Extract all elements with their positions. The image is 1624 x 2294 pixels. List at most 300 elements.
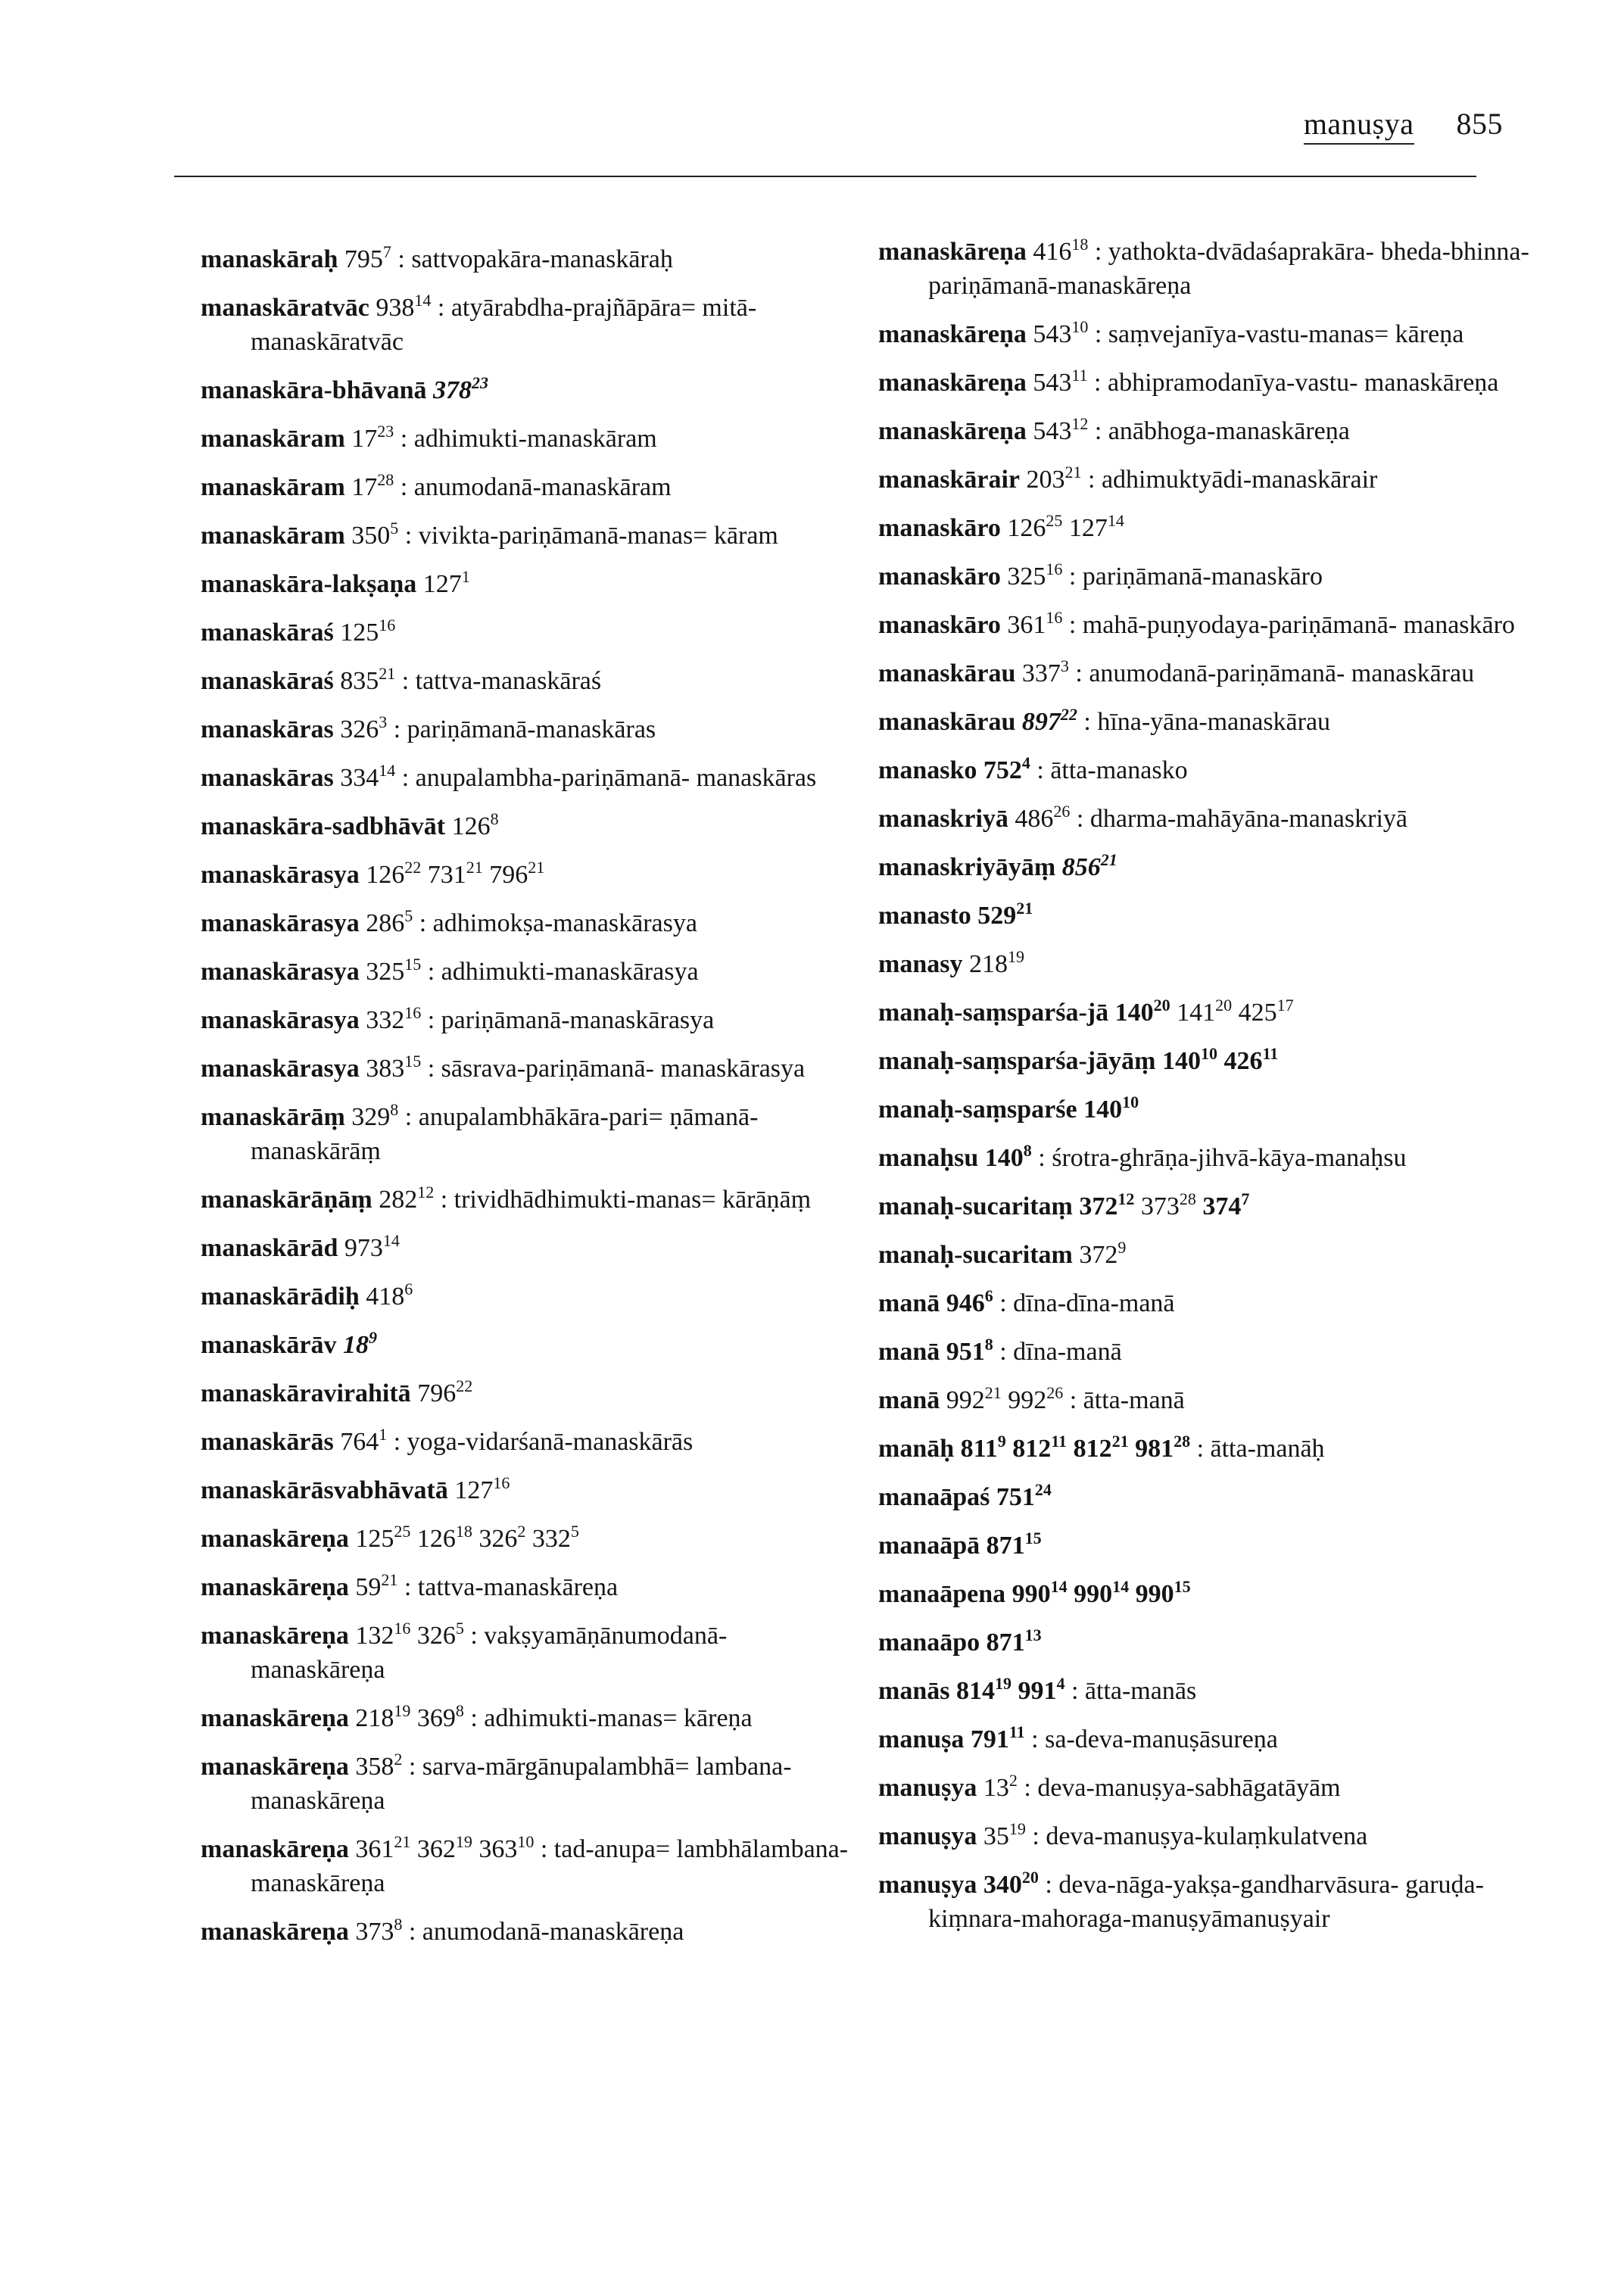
reference-line: 25 [394, 1522, 411, 1541]
page-reference [986, 1529, 1042, 1560]
reference-page: 18 [342, 1331, 369, 1359]
index-entry [201, 373, 867, 407]
headword: manaskārāṇāṃ [201, 1186, 372, 1214]
reference-line: 4 [1056, 1674, 1065, 1693]
index-entry [878, 1238, 1545, 1272]
reference-page: 731 [427, 861, 466, 889]
page-reference [1238, 996, 1294, 1027]
reference-line: 18 [455, 1522, 472, 1541]
headword: manuṣa [878, 1725, 965, 1753]
index-entry [201, 955, 867, 989]
page-reference [1015, 802, 1071, 833]
reference-page: 369 [416, 1704, 456, 1732]
reference-page: 363 [478, 1835, 518, 1863]
headword: manaḥ-saṃsparśe [878, 1096, 1077, 1124]
reference-line: 28 [377, 470, 394, 489]
reference-line: 8 [1023, 1141, 1032, 1160]
page-reference [1007, 559, 1063, 591]
reference-line: 22 [456, 1376, 473, 1395]
reference-line: 12 [417, 1183, 435, 1202]
headword: manaskāreṇa [201, 1918, 349, 1946]
headword: manaskāreṇa [878, 238, 1027, 266]
reference-line: 2 [517, 1522, 526, 1541]
headword: manaskāreṇa [878, 369, 1027, 397]
index-entry [878, 996, 1545, 1030]
reference-page: 334 [340, 764, 379, 792]
compound-gloss: : deva-manuṣya-kulaṃkulatvena [1032, 1822, 1368, 1850]
compound-gloss: : mahā-puṇyodaya-pariṇāmanā- manaskāro [1068, 611, 1515, 639]
reference-line: 11 [1051, 1432, 1068, 1451]
reference-page: 796 [417, 1379, 457, 1407]
compound-gloss: : abhipramodanīya-vastu- manaskāreṇa [1094, 369, 1499, 397]
compound-gloss: : dīna-manā [999, 1338, 1122, 1366]
reference-line: 14 [1112, 1577, 1130, 1596]
page-reference [1135, 1577, 1191, 1608]
page-reference [986, 1625, 1042, 1657]
page-reference [1007, 608, 1063, 639]
index-entry [201, 242, 867, 276]
reference-page: 373 [355, 1918, 394, 1946]
index-entry [201, 712, 867, 746]
reference-page: 140 [1114, 999, 1154, 1027]
page-reference [340, 712, 388, 743]
page-reference [984, 1141, 1032, 1172]
page-reference [1011, 1577, 1068, 1608]
reference-page: 418 [366, 1283, 405, 1311]
page-reference [946, 1383, 1002, 1414]
reference-page: 127 [1068, 514, 1108, 542]
page-reference [1079, 1238, 1127, 1269]
reference-line: 9 [1117, 1238, 1127, 1257]
index-entry [201, 1100, 867, 1168]
page-reference [366, 955, 422, 986]
reference-line: 17 [1276, 996, 1294, 1015]
reference-line: 20 [1021, 1868, 1039, 1887]
reference-page: 373 [1140, 1192, 1180, 1220]
page-reference [1026, 463, 1082, 494]
page-reference [416, 1832, 472, 1863]
compound-gloss: : dīna-dīna-manā [999, 1289, 1175, 1317]
reference-line: 24 [1034, 1480, 1052, 1499]
headword: manaskārau [878, 659, 1016, 687]
reference-line: 10 [1122, 1092, 1139, 1111]
reference-page: 764 [340, 1428, 379, 1456]
reference-page: 326 [416, 1622, 456, 1650]
running-head-word: manuṣya [1304, 106, 1414, 145]
compound-gloss: : vakṣyamāṇānumodanā- manaskāreṇa [251, 1622, 728, 1684]
reference-line: 11 [1262, 1044, 1279, 1063]
headword: manā [878, 1289, 940, 1317]
reference-line: 1 [379, 1425, 388, 1444]
reference-line: 21 [466, 858, 483, 877]
index-entry [201, 1570, 867, 1604]
index-entry [878, 802, 1545, 836]
compound-gloss: : deva-manuṣya-sabhāgatāyām [1024, 1774, 1341, 1802]
headword: manaskāra-bhāvanā [201, 376, 427, 404]
index-entry [201, 470, 867, 504]
headword: manaskriyā [878, 805, 1008, 833]
headword: manaskāreṇa [201, 1753, 349, 1781]
index-entry [201, 1052, 867, 1086]
headword: manaskāram [201, 425, 345, 453]
reference-line: 3 [1060, 656, 1069, 675]
page-reference [955, 1674, 1011, 1705]
reference-page: 17 [351, 425, 378, 453]
reference-line: 16 [394, 1619, 411, 1638]
reference-line: 16 [1046, 559, 1063, 578]
reference-page: 59 [355, 1573, 382, 1601]
index-entry [201, 291, 867, 359]
reference-line: 11 [1008, 1722, 1025, 1741]
reference-line: 6 [984, 1286, 993, 1305]
reference-page: 938 [376, 294, 415, 322]
reference-line: 21 [394, 1832, 411, 1851]
page-reference [1114, 996, 1170, 1027]
headword: manaskāraś [201, 667, 334, 695]
reference-line: 2 [1008, 1771, 1018, 1790]
index-entry [201, 1425, 867, 1459]
compound-gloss: : sa-deva-manuṣāsureṇa [1031, 1725, 1278, 1753]
reference-line: 26 [1053, 802, 1071, 821]
index-entry [878, 608, 1545, 642]
page-reference [355, 1570, 398, 1601]
headword: manaskāratvāc [201, 294, 369, 322]
reference-page: 425 [1238, 999, 1277, 1027]
compound-gloss: : adhimukti-manaskārasya [427, 958, 699, 986]
reference-line: 10 [1071, 317, 1089, 336]
index-entry [878, 1480, 1545, 1514]
headword: manaskārasya [201, 861, 360, 889]
reference-line: 1 [461, 567, 470, 586]
page-reference [1073, 1432, 1129, 1463]
page-reference [983, 753, 1030, 784]
headword: manaskāraś [201, 619, 334, 647]
page-reference [1083, 1092, 1139, 1124]
reference-page: 426 [1223, 1047, 1263, 1075]
headword: manaskāreṇa [878, 320, 1027, 348]
headword: manaskārāv [201, 1331, 337, 1359]
reference-line: 20 [1215, 996, 1233, 1015]
headword: manaskāram [201, 522, 345, 550]
index-entry [878, 235, 1545, 303]
index-entry [201, 1183, 867, 1217]
reference-page: 126 [1007, 514, 1046, 542]
page-reference [531, 1522, 579, 1553]
page-reference [1021, 656, 1069, 687]
reference-page: 337 [1021, 659, 1061, 687]
index-entry [878, 1432, 1545, 1466]
page-reference [344, 1231, 400, 1262]
reference-line: 7 [382, 242, 391, 261]
index-entry [201, 567, 867, 601]
index-entry [878, 947, 1545, 981]
index-entry [878, 559, 1545, 594]
reference-line: 28 [1174, 1432, 1191, 1451]
reference-page: 340 [983, 1871, 1022, 1899]
headword: manaskārau [878, 708, 1016, 736]
index-entry [878, 511, 1545, 545]
reference-page: 791 [970, 1725, 1009, 1753]
reference-line: 8 [390, 1100, 399, 1119]
index-entry [878, 1141, 1545, 1175]
index-entry [878, 463, 1545, 497]
index-entry [878, 705, 1545, 739]
page-reference [1202, 1189, 1250, 1220]
page-reference [983, 1819, 1026, 1850]
headword: manā [878, 1338, 940, 1366]
index-entry [201, 1376, 867, 1410]
headword: manaskāreṇa [201, 1835, 349, 1863]
reference-line: 23 [472, 373, 489, 392]
index-entry [878, 1625, 1545, 1660]
headword: manaskāro [878, 514, 1001, 542]
reference-line: 19 [455, 1832, 472, 1851]
compound-gloss: : anupalambha-pariṇāmanā- manaskāras [401, 764, 817, 792]
reference-page: 543 [1033, 417, 1072, 445]
reference-page: 132 [355, 1622, 394, 1650]
reference-line: 21 [1064, 463, 1082, 482]
index-entry [201, 1750, 867, 1818]
reference-line: 9 [368, 1328, 377, 1347]
reference-line: 8 [455, 1701, 464, 1720]
index-entry [201, 664, 867, 698]
reference-page: 946 [946, 1289, 985, 1317]
index-entry [878, 1771, 1545, 1805]
index-entry [201, 1328, 867, 1362]
page-reference [1008, 1383, 1064, 1414]
page-reference [454, 1473, 510, 1504]
reference-line: 11 [1071, 366, 1088, 385]
compound-gloss: : sarva-mārgānupalambhā= lambana-manaskāreṇa [251, 1753, 792, 1815]
compound-gloss: : ātta-manā [1069, 1386, 1185, 1414]
headword: manaḥ-saṃsparśa-jā [878, 999, 1109, 1027]
reference-line: 22 [404, 858, 422, 877]
reference-page: 812 [1073, 1435, 1112, 1463]
reference-line: 5 [404, 906, 413, 925]
reference-page: 282 [379, 1186, 418, 1214]
page-reference [478, 1832, 535, 1863]
reference-page: 814 [955, 1677, 995, 1705]
headword: manaskāras [201, 764, 334, 792]
page-reference [351, 519, 399, 550]
index-entry [201, 1619, 867, 1687]
headword: manaskārasya [201, 958, 360, 986]
reference-page: 140 [1083, 1096, 1123, 1124]
index-entry [878, 1189, 1545, 1223]
reference-page: 871 [986, 1532, 1025, 1560]
headword: manā [878, 1386, 940, 1414]
reference-line: 15 [404, 955, 422, 974]
page-reference [351, 470, 394, 501]
compound-gloss: : dharma-mahāyāna-manaskriyā [1076, 805, 1407, 833]
index-entry [201, 616, 867, 650]
reference-line: 28 [1179, 1189, 1196, 1208]
headword: manāḥ [878, 1435, 955, 1463]
reference-page: 127 [422, 570, 462, 598]
compound-gloss: : tattva-manaskāraś [401, 667, 602, 695]
index-entry [878, 1383, 1545, 1417]
index-entry [201, 1915, 867, 1949]
page-reference [1061, 850, 1117, 881]
reference-line: 14 [414, 291, 432, 310]
reference-page: 325 [1007, 563, 1046, 591]
reference-line: 4 [1021, 753, 1030, 772]
headword: manaskāreṇa [878, 417, 1027, 445]
reference-line: 8 [984, 1335, 993, 1354]
headword: manuṣya [878, 1871, 977, 1899]
reference-page: 141 [1177, 999, 1216, 1027]
index-entry [201, 1701, 867, 1735]
index-entry [201, 519, 867, 553]
index-entry [878, 850, 1545, 884]
reference-line: 2 [394, 1750, 403, 1769]
page-reference [1161, 1044, 1217, 1075]
reference-line: 14 [1107, 511, 1124, 530]
compound-gloss: : anābhoga-manaskāreṇa [1094, 417, 1350, 445]
reference-page: 897 [1021, 708, 1061, 736]
page-reference [416, 1522, 472, 1553]
reference-line: 21 [1111, 1432, 1129, 1451]
compound-gloss: : deva-nāga-yakṣa-gandharvāsura- garuḍa-kiṃnara-mahoraga-manuṣyāmanuṣyair [928, 1871, 1484, 1933]
index-entry [878, 1335, 1545, 1369]
index-entry [201, 1522, 867, 1556]
headword: manaskāraḥ [201, 245, 338, 273]
page-reference [417, 1376, 473, 1407]
reference-line: 6 [404, 1279, 413, 1298]
compound-gloss: : vivikta-pariṇāmanā-manas= kāram [404, 522, 778, 550]
compound-gloss: : sattvopakāra-manaskāraḥ [397, 245, 673, 273]
reference-line: 8 [394, 1915, 403, 1934]
compound-gloss: : tattva-manaskāreṇa [404, 1573, 619, 1601]
reference-line: 5 [390, 519, 399, 538]
reference-page: 218 [355, 1704, 394, 1732]
compound-gloss: : śrotra-ghrāṇa-jihvā-kāya-manaḥsu [1038, 1144, 1407, 1172]
headword: manaskriyāyāṃ [878, 853, 1056, 881]
index-entry [878, 366, 1545, 400]
reference-page: 361 [355, 1835, 394, 1863]
page-reference [366, 1003, 422, 1034]
compound-gloss: : anumodanā-pariṇāmanā- manaskārau [1075, 659, 1475, 687]
reference-line: 15 [404, 1052, 422, 1071]
headword: manuṣya [878, 1822, 977, 1850]
index-entry [201, 858, 867, 892]
page-reference [355, 1915, 403, 1946]
index-entry [201, 906, 867, 940]
compound-gloss: : sāsrava-pariṇāmanā- manaskārasya [427, 1055, 806, 1083]
reference-line: 26 [1046, 1383, 1064, 1402]
headword: manaskārāṃ [201, 1103, 345, 1131]
reference-page: 332 [531, 1525, 571, 1553]
index-entry [878, 1674, 1545, 1708]
page-reference [1033, 366, 1088, 397]
page-reference [355, 1750, 403, 1781]
page-reference [355, 1522, 411, 1553]
reference-page: 812 [1012, 1435, 1052, 1463]
reference-line: 19 [994, 1674, 1011, 1693]
page-reference [1018, 1674, 1065, 1705]
reference-line: 16 [379, 616, 396, 634]
reference-line: 21 [379, 664, 396, 683]
index-entry [878, 1092, 1545, 1127]
headword: manaskāreṇa [201, 1573, 349, 1601]
reference-line: 19 [1008, 1819, 1026, 1838]
reference-page: 752 [983, 756, 1022, 784]
headword: manaskārāsvabhāvatā [201, 1476, 448, 1504]
reference-line: 15 [1174, 1577, 1191, 1596]
reference-page: 361 [1007, 611, 1046, 639]
reference-line: 14 [379, 761, 396, 780]
compound-gloss: : tad-anupa= lambhālambana-manaskāreṇa [251, 1835, 849, 1897]
reference-page: 326 [478, 1525, 518, 1553]
compound-gloss: : yoga-vidarśanā-manaskārās [393, 1428, 694, 1456]
reference-line: 7 [1241, 1189, 1250, 1208]
headword: manasto [878, 902, 971, 930]
page-reference [355, 1832, 411, 1863]
page-reference [960, 1432, 1006, 1463]
reference-line: 5 [570, 1522, 579, 1541]
page-reference [379, 1183, 435, 1214]
page-reference [1177, 996, 1233, 1027]
headword: manaskāro [878, 611, 1001, 639]
reference-page: 981 [1135, 1435, 1174, 1463]
reference-line: 16 [1046, 608, 1063, 627]
reference-page: 486 [1015, 805, 1054, 833]
index-entry [878, 1286, 1545, 1320]
reference-page: 991 [1018, 1677, 1057, 1705]
headword: manaskārādiḥ [201, 1283, 360, 1311]
reference-line: 20 [1153, 996, 1170, 1015]
reference-line: 19 [1007, 947, 1024, 966]
reference-line: 5 [455, 1619, 464, 1638]
reference-page: 378 [433, 376, 472, 404]
headword: manās [878, 1677, 950, 1705]
reference-line: 8 [490, 809, 499, 828]
page-reference [1140, 1189, 1196, 1220]
page-reference [983, 1771, 1018, 1802]
reference-line: 10 [517, 1832, 535, 1851]
page-reference [1033, 317, 1089, 348]
reference-page: 13 [983, 1774, 1009, 1802]
page-reference [351, 1100, 399, 1131]
page-reference [1079, 1189, 1135, 1220]
headword: manasy [878, 950, 963, 978]
reference-line: 15 [1024, 1529, 1042, 1548]
headword: manaskāro [878, 563, 1001, 591]
reference-page: 973 [344, 1234, 383, 1262]
page-reference [451, 809, 499, 840]
index-entry [201, 422, 867, 456]
headword: manaḥ-saṃsparśa-jāyāṃ [878, 1047, 1156, 1075]
reference-page: 140 [1161, 1047, 1201, 1075]
reference-page: 796 [489, 861, 528, 889]
reference-page: 416 [1033, 238, 1072, 266]
page-reference [376, 291, 432, 322]
reference-page: 140 [984, 1144, 1024, 1172]
reference-line: 12 [1071, 414, 1089, 433]
page-reference [416, 1701, 464, 1732]
compound-gloss: : ātta-manasko [1036, 756, 1188, 784]
reference-page: 529 [977, 902, 1017, 930]
index-entry [878, 1577, 1545, 1611]
reference-page: 362 [416, 1835, 456, 1863]
page-reference [1021, 705, 1077, 736]
page-reference [416, 1619, 464, 1650]
index-entry [878, 1722, 1545, 1756]
reference-line: 14 [1050, 1577, 1068, 1596]
reference-line: 21 [528, 858, 545, 877]
headword: manaskāreṇa [201, 1622, 349, 1650]
reference-page: 543 [1033, 369, 1072, 397]
